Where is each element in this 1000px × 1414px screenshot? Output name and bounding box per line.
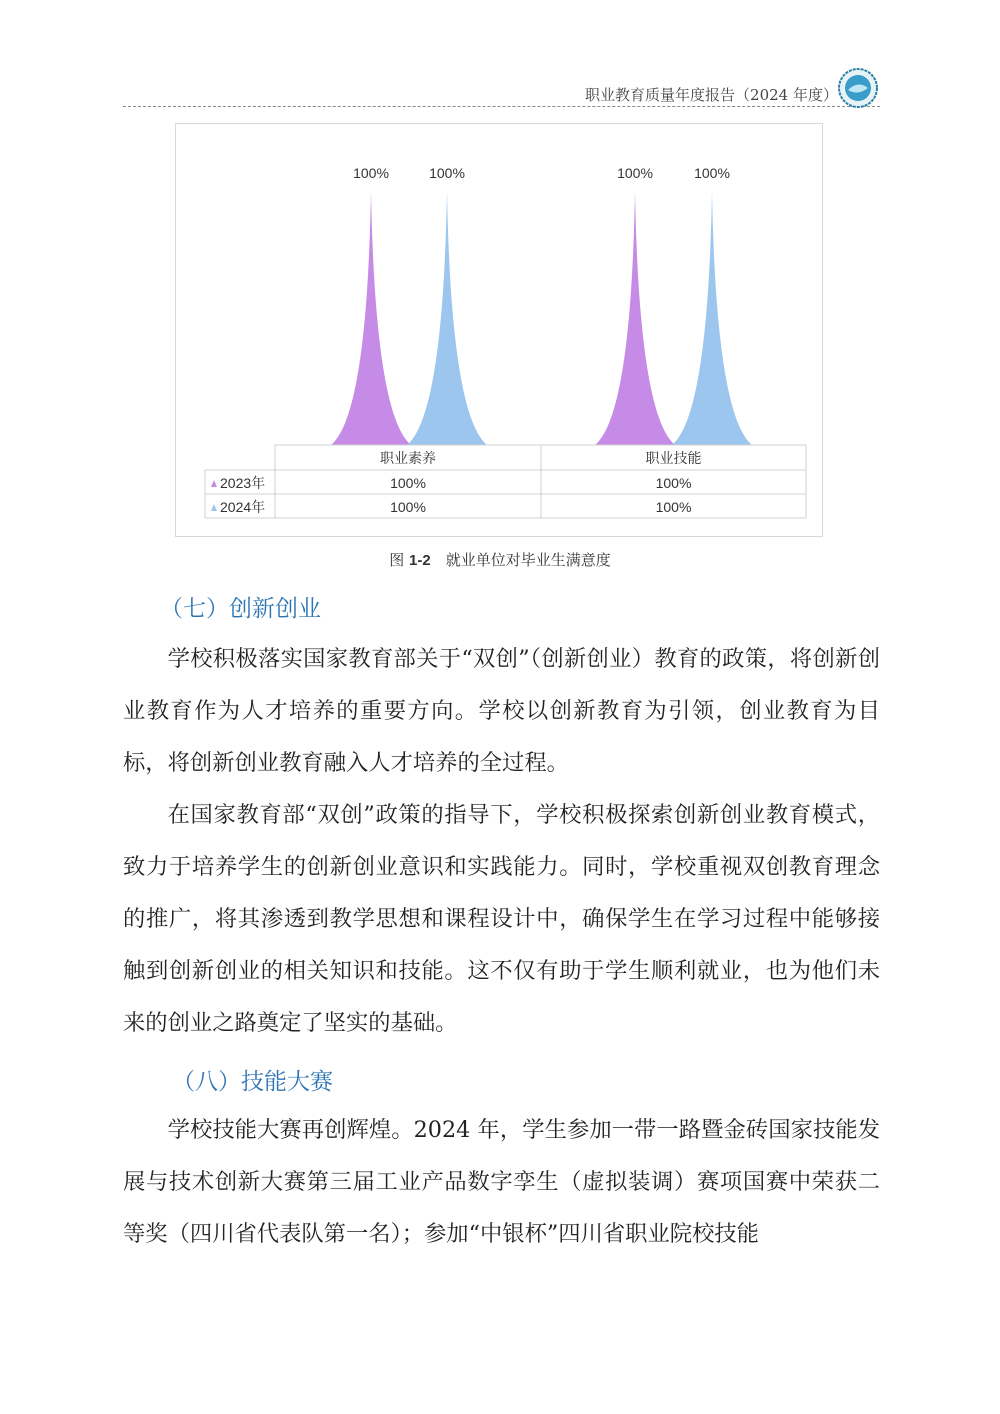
figure-caption bbox=[0, 549, 1000, 570]
chart-canvas bbox=[176, 124, 824, 538]
legend-series-label: 2024年 bbox=[220, 499, 266, 515]
spike-bar bbox=[672, 191, 752, 445]
table-category-header: 职业技能 bbox=[645, 450, 702, 466]
paragraph: 在国家教育部“双创”政策的指导下，学校积极探索创新创业教育模式，致力于培养学生的创新创业意识和实践能力。同时，学校重视双创教育理念的推广，将其渗透到教学思想和课程设计中，确保学生在学习过程中能够接触到创新创业的相关知识和技能。这不仅有助于学生顺利就业，也为他们未来的创业之路奠定了坚实的基础。 bbox=[123, 802, 880, 1036]
caption-number: 1-2 bbox=[409, 552, 431, 569]
running-header: 职业教育质量年度报告（2024 年度） bbox=[585, 86, 838, 104]
paragraph: 学校技能大赛再创辉煌。2024 年，学生参加一带一路暨金砖国家技能发展与技术创新大赛第三届工业产品数字孪生（虚拟装调）赛项国赛中荣获二等奖（四川省代表队第一名）；参加“中银杯”四川省职业院校技能 bbox=[123, 1117, 880, 1247]
satisfaction-chart bbox=[175, 123, 823, 537]
table-category-header: 职业素养 bbox=[380, 450, 436, 466]
section-heading-skills-contest: （八）技能大赛 bbox=[172, 1069, 333, 1095]
data-label: 100% bbox=[694, 165, 730, 181]
data-label: 100% bbox=[353, 165, 389, 181]
caption-prefix: 图 bbox=[389, 551, 410, 569]
spike-bar bbox=[595, 191, 675, 445]
section-heading-innovation: （七）创新创业 bbox=[160, 596, 321, 622]
paragraph: 学校积极落实国家教育部关于“双创”（创新创业）教育的政策，将创新创业教育作为人才培养的重要方向。学校以创新教育为引领，创业教育为目标，将创新创业教育融入人才培养的全过程。 bbox=[123, 646, 880, 776]
header-divider bbox=[123, 106, 880, 107]
data-label: 100% bbox=[617, 165, 653, 181]
legend-triangle-icon bbox=[211, 480, 217, 487]
table-value: 100% bbox=[390, 475, 426, 491]
school-logo-icon bbox=[838, 68, 878, 108]
data-label: 100% bbox=[429, 165, 465, 181]
legend-series-label: 2023年 bbox=[220, 475, 266, 491]
spike-bar bbox=[331, 191, 411, 445]
spike-bar bbox=[407, 191, 487, 445]
table-value: 100% bbox=[390, 499, 426, 515]
caption-text: 就业单位对毕业生满意度 bbox=[430, 551, 611, 569]
table-value: 100% bbox=[655, 475, 692, 491]
legend-triangle-icon bbox=[211, 504, 217, 511]
table-value: 100% bbox=[655, 499, 692, 515]
